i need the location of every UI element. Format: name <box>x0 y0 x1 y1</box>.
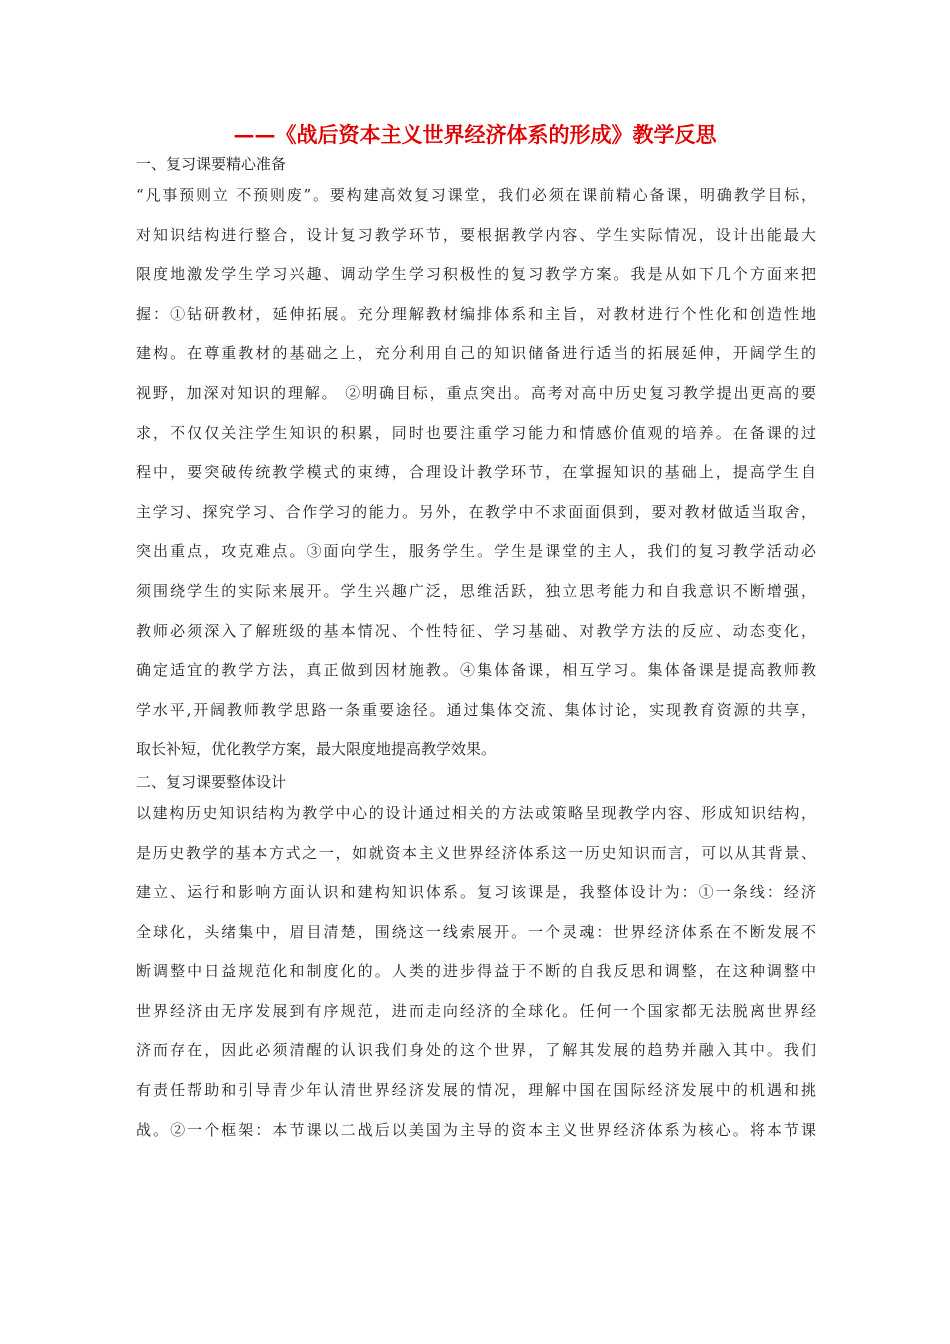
section-heading: 一、复习课要精心准备 <box>136 155 287 173</box>
paragraph-line: 以建构历史知识结构为教学中心的设计通过相关的方法或策略呈现教学内容、形成知识结构， <box>136 803 816 822</box>
paragraph-line: 突出重点，攻克难点。③面向学生，服务学生。学生是课堂的主人，我们的复习教学活动必 <box>136 542 816 561</box>
paragraph-line: 建构。在尊重教材的基础之上，充分利用自己的知识储备进行适当的拓展延伸，开阔学生的 <box>136 344 816 363</box>
paragraph-line: 建立、运行和影响方面认识和建构知识体系。复习该课是，我整体设计为：①一条线：经济 <box>136 883 816 902</box>
paragraph-line: “凡事预则立 不预则废”。要构建高效复习课堂，我们必须在课前精心备课，明确教学目标， <box>136 186 816 204</box>
paragraph-line: 断调整中日益规范化和制度化的。人类的进步得益于不断的自我反思和调整，在这种调整中 <box>136 962 816 981</box>
section-1 <box>136 152 816 770</box>
paragraph-line: 学水平,开阔教师教学思路一条重要途径。通过集体交流、集体讨论，实现教育资源的共享， <box>136 700 816 719</box>
paragraph-line: 视野，加深对知识的理解。 ②明确目标，重点突出。高考对高中历史复习教学提出更高的要 <box>136 383 816 402</box>
paragraph-line: 求，不仅仅关注学生知识的积累，同时也要注重学习能力和情感价值观的培养。在备课的过 <box>136 423 816 442</box>
paragraph-line: 教师必须深入了解班级的基本情况、个性特征、学习基础、对教学方法的反应、动态变化， <box>136 621 816 640</box>
paragraph-line: 握：①钻研教材，延伸拓展。充分理解教材编排体系和主旨，对教材进行个性化和创造性地 <box>136 304 816 323</box>
paragraph-line: 是历史教学的基本方式之一，如就资本主义世界经济体系这一历史知识而言，可以从其背景、 <box>136 843 816 862</box>
document-body <box>136 152 816 1150</box>
paragraph-line: 对知识结构进行整合，设计复习教学环节，要根据教学内容、学生实际情况，设计出能最大 <box>136 225 816 244</box>
paragraph-line: 须围绕学生的实际来展开。学生兴趣广泛，思维活跃，独立思考能力和自我意识不断增强， <box>136 581 816 600</box>
paragraph-line: 限度地激发学生学习兴趣、调动学生学习积极性的复习教学方案。我是从如下几个方面来把 <box>136 265 816 284</box>
paragraph-line: 确定适宜的教学方法，真正做到因材施教。④集体备课，相互学习。集体备课是提高教师教 <box>136 661 816 680</box>
paragraph-line: 取长补短，优化教学方案，最大限度地提高教学效果。 <box>136 740 497 759</box>
paragraph-line: 程中，要突破传统教学模式的束缚，合理设计教学环节，在掌握知识的基础上，提高学生自 <box>136 463 816 482</box>
paragraph-line: 济而存在，因此必须清醒的认识我们身处的这个世界，了解其发展的趋势并融入其中。我们 <box>136 1041 816 1060</box>
paragraph-line: 有责任帮助和引导青少年认清世界经济发展的情况，理解中国在国际经济发展中的机遇和挑 <box>136 1081 816 1100</box>
section-2 <box>136 770 816 1150</box>
section-heading: 二、复习课要整体设计 <box>136 772 287 791</box>
paragraph-line: 主学习、探究学习、合作学习的能力。另外，在教学中不求面面俱到，要对教材做适当取舍， <box>136 502 816 521</box>
paragraph-line: 世界经济由无序发展到有序规范，进而走向经济的全球化。任何一个国家都无法脱离世界经 <box>136 1001 816 1020</box>
paragraph-line: 全球化，头绪集中，眉目清楚，围绕这一线索展开。一个灵魂：世界经济体系在不断发展不 <box>136 922 816 941</box>
paragraph-line: 战。②一个框架：本节课以二战后以美国为主导的资本主义世界经济体系为核心。将本节课 <box>136 1120 816 1139</box>
document-title: ——《战后资本主义世界经济体系的形成》教学反思 <box>233 122 717 147</box>
